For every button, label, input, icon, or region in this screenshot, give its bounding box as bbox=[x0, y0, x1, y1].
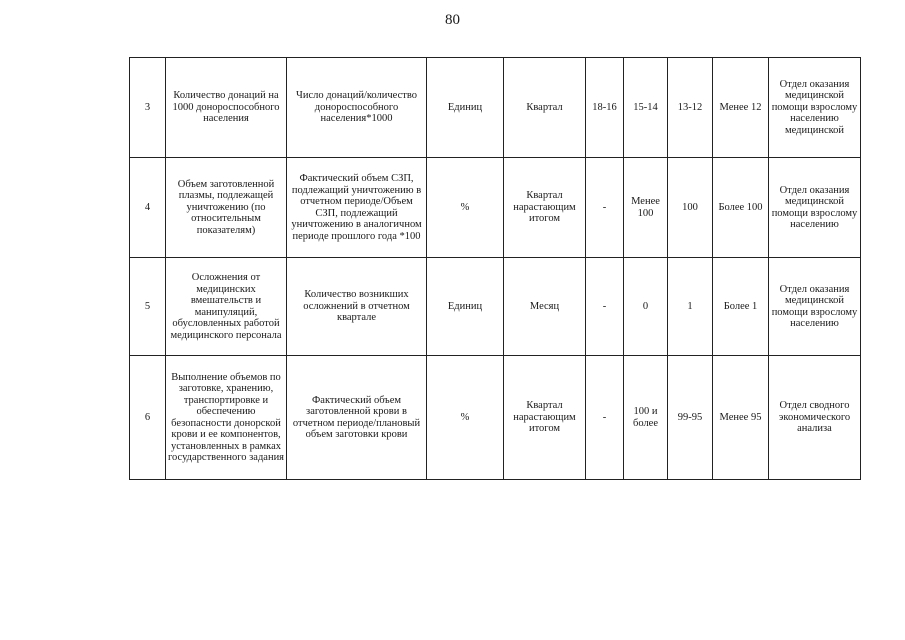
indicator-name: Количество донаций на 1000 донороспособного населения bbox=[166, 58, 287, 158]
department-cell: Отдел оказания медицинской помощи взрослому населению bbox=[769, 258, 861, 356]
department-cell: Отдел оказания медицинской помощи взрослому населению bbox=[769, 158, 861, 258]
row-number: 4 bbox=[130, 158, 166, 258]
table-row bbox=[130, 58, 861, 158]
value-cell: 99-95 bbox=[668, 356, 713, 480]
value-cell: Более 100 bbox=[713, 158, 769, 258]
unit-cell: Единиц bbox=[427, 258, 504, 356]
value-cell: 0 bbox=[624, 258, 668, 356]
indicator-formula: Фактический объем заготовленной крови в отчетном периоде/плановый объем заготовки крови bbox=[287, 356, 427, 480]
table-row bbox=[130, 258, 861, 356]
value-cell: 100 bbox=[668, 158, 713, 258]
row-number: 5 bbox=[130, 258, 166, 356]
value-cell: Менее 95 bbox=[713, 356, 769, 480]
value-cell: - bbox=[586, 258, 624, 356]
value-cell: Более 1 bbox=[713, 258, 769, 356]
row-number: 3 bbox=[130, 58, 166, 158]
value-cell: 18-16 bbox=[586, 58, 624, 158]
indicator-name: Выполнение объемов по заготовке, хранению, транспортировке и обеспечению безопасности донорской крови и ее компонентов, установленных в рамках государственного задания bbox=[166, 356, 287, 480]
value-cell: - bbox=[586, 158, 624, 258]
period-cell: Квартал нарастающим итогом bbox=[504, 158, 586, 258]
unit-cell: % bbox=[427, 356, 504, 480]
indicator-name: Осложнения от медицинских вмешательств и манипуляций, обусловленных работой медицинского персонала bbox=[166, 258, 287, 356]
period-cell: Квартал bbox=[504, 58, 586, 158]
table-row bbox=[130, 356, 861, 480]
unit-cell: Единиц bbox=[427, 58, 504, 158]
indicator-formula: Число донаций/количество донороспособного населения*1000 bbox=[287, 58, 427, 158]
value-cell: - bbox=[586, 356, 624, 480]
period-cell: Квартал нарастающим итогом bbox=[504, 356, 586, 480]
indicator-formula: Количество возникших осложнений в отчетном квартале bbox=[287, 258, 427, 356]
table-row bbox=[130, 158, 861, 258]
value-cell: 1 bbox=[668, 258, 713, 356]
value-cell: Менее 100 bbox=[624, 158, 668, 258]
period-cell: Месяц bbox=[504, 258, 586, 356]
indicators-table bbox=[129, 57, 861, 480]
department-cell: Отдел сводного экономического анализа bbox=[769, 356, 861, 480]
department-cell: Отдел оказания медицинской помощи взрослому населению медицинской bbox=[769, 58, 861, 158]
unit-cell: % bbox=[427, 158, 504, 258]
indicator-formula: Фактический объем СЗП, подлежащий уничтожению в отчетном периоде/Объем СЗП, подлежащий уничтожению в аналогичном периоде прошлого года *100 bbox=[287, 158, 427, 258]
indicator-name: Объем заготовленной плазмы, подлежащей уничтожению (по относительным показателям) bbox=[166, 158, 287, 258]
page-number: 80 bbox=[445, 12, 460, 28]
value-cell: 13-12 bbox=[668, 58, 713, 158]
value-cell: Менее 12 bbox=[713, 58, 769, 158]
value-cell: 15-14 bbox=[624, 58, 668, 158]
value-cell: 100 и более bbox=[624, 356, 668, 480]
row-number: 6 bbox=[130, 356, 166, 480]
